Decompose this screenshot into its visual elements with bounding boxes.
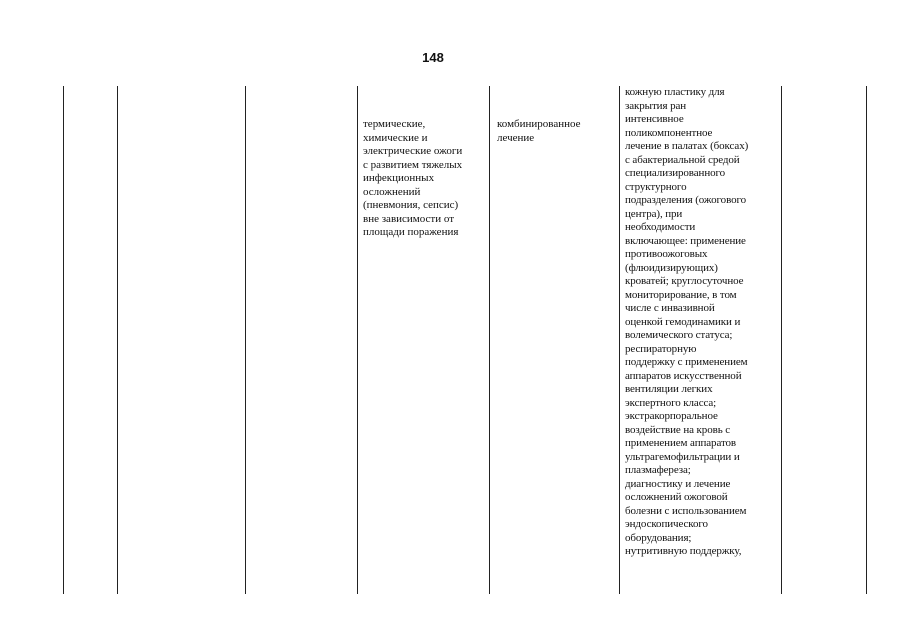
table-column-divider-5 <box>489 86 490 594</box>
table-column-divider-3 <box>245 86 246 594</box>
table-column-divider-1 <box>63 86 64 594</box>
table-column-divider-4 <box>357 86 358 594</box>
table-column-divider-8 <box>866 86 867 594</box>
table-column-divider-6 <box>619 86 620 594</box>
page-number: 148 <box>422 50 444 65</box>
table-column-divider-7 <box>781 86 782 594</box>
treatment-type-cell: комбинированное лечение <box>497 118 581 144</box>
treatment-method-cell: кожную пластику для закрытия ран интенсивное поликомпонентное лечение в палатах (боксах) с абактериальной средой специализированного структурного подразделения (ожогового центра), при необходимости включающее: применение противоожоговых (флюидизирующих) кроватей; круглосуточное мониторирование, в том числе с инвазивной оценкой гемодинамики и волемического статуса; респираторную поддержку с применением аппаратов искусственной вентиляции легких экспертного класса; экстракорпоральное воздействие на кровь с применением аппаратов ультрагемофильтрации и плазмафереза; диагностику и лечение осложнений ожоговой болезни с использованием эндоскопического оборудования; нутритивную поддержку, <box>625 86 749 557</box>
table-column-divider-2 <box>117 86 118 594</box>
diagnosis-cell: термические, химические и электрические ожоги с развитием тяжелых инфекционных осложнений (пневмония, сепсис) вне зависимости от площади поражения <box>363 118 463 238</box>
